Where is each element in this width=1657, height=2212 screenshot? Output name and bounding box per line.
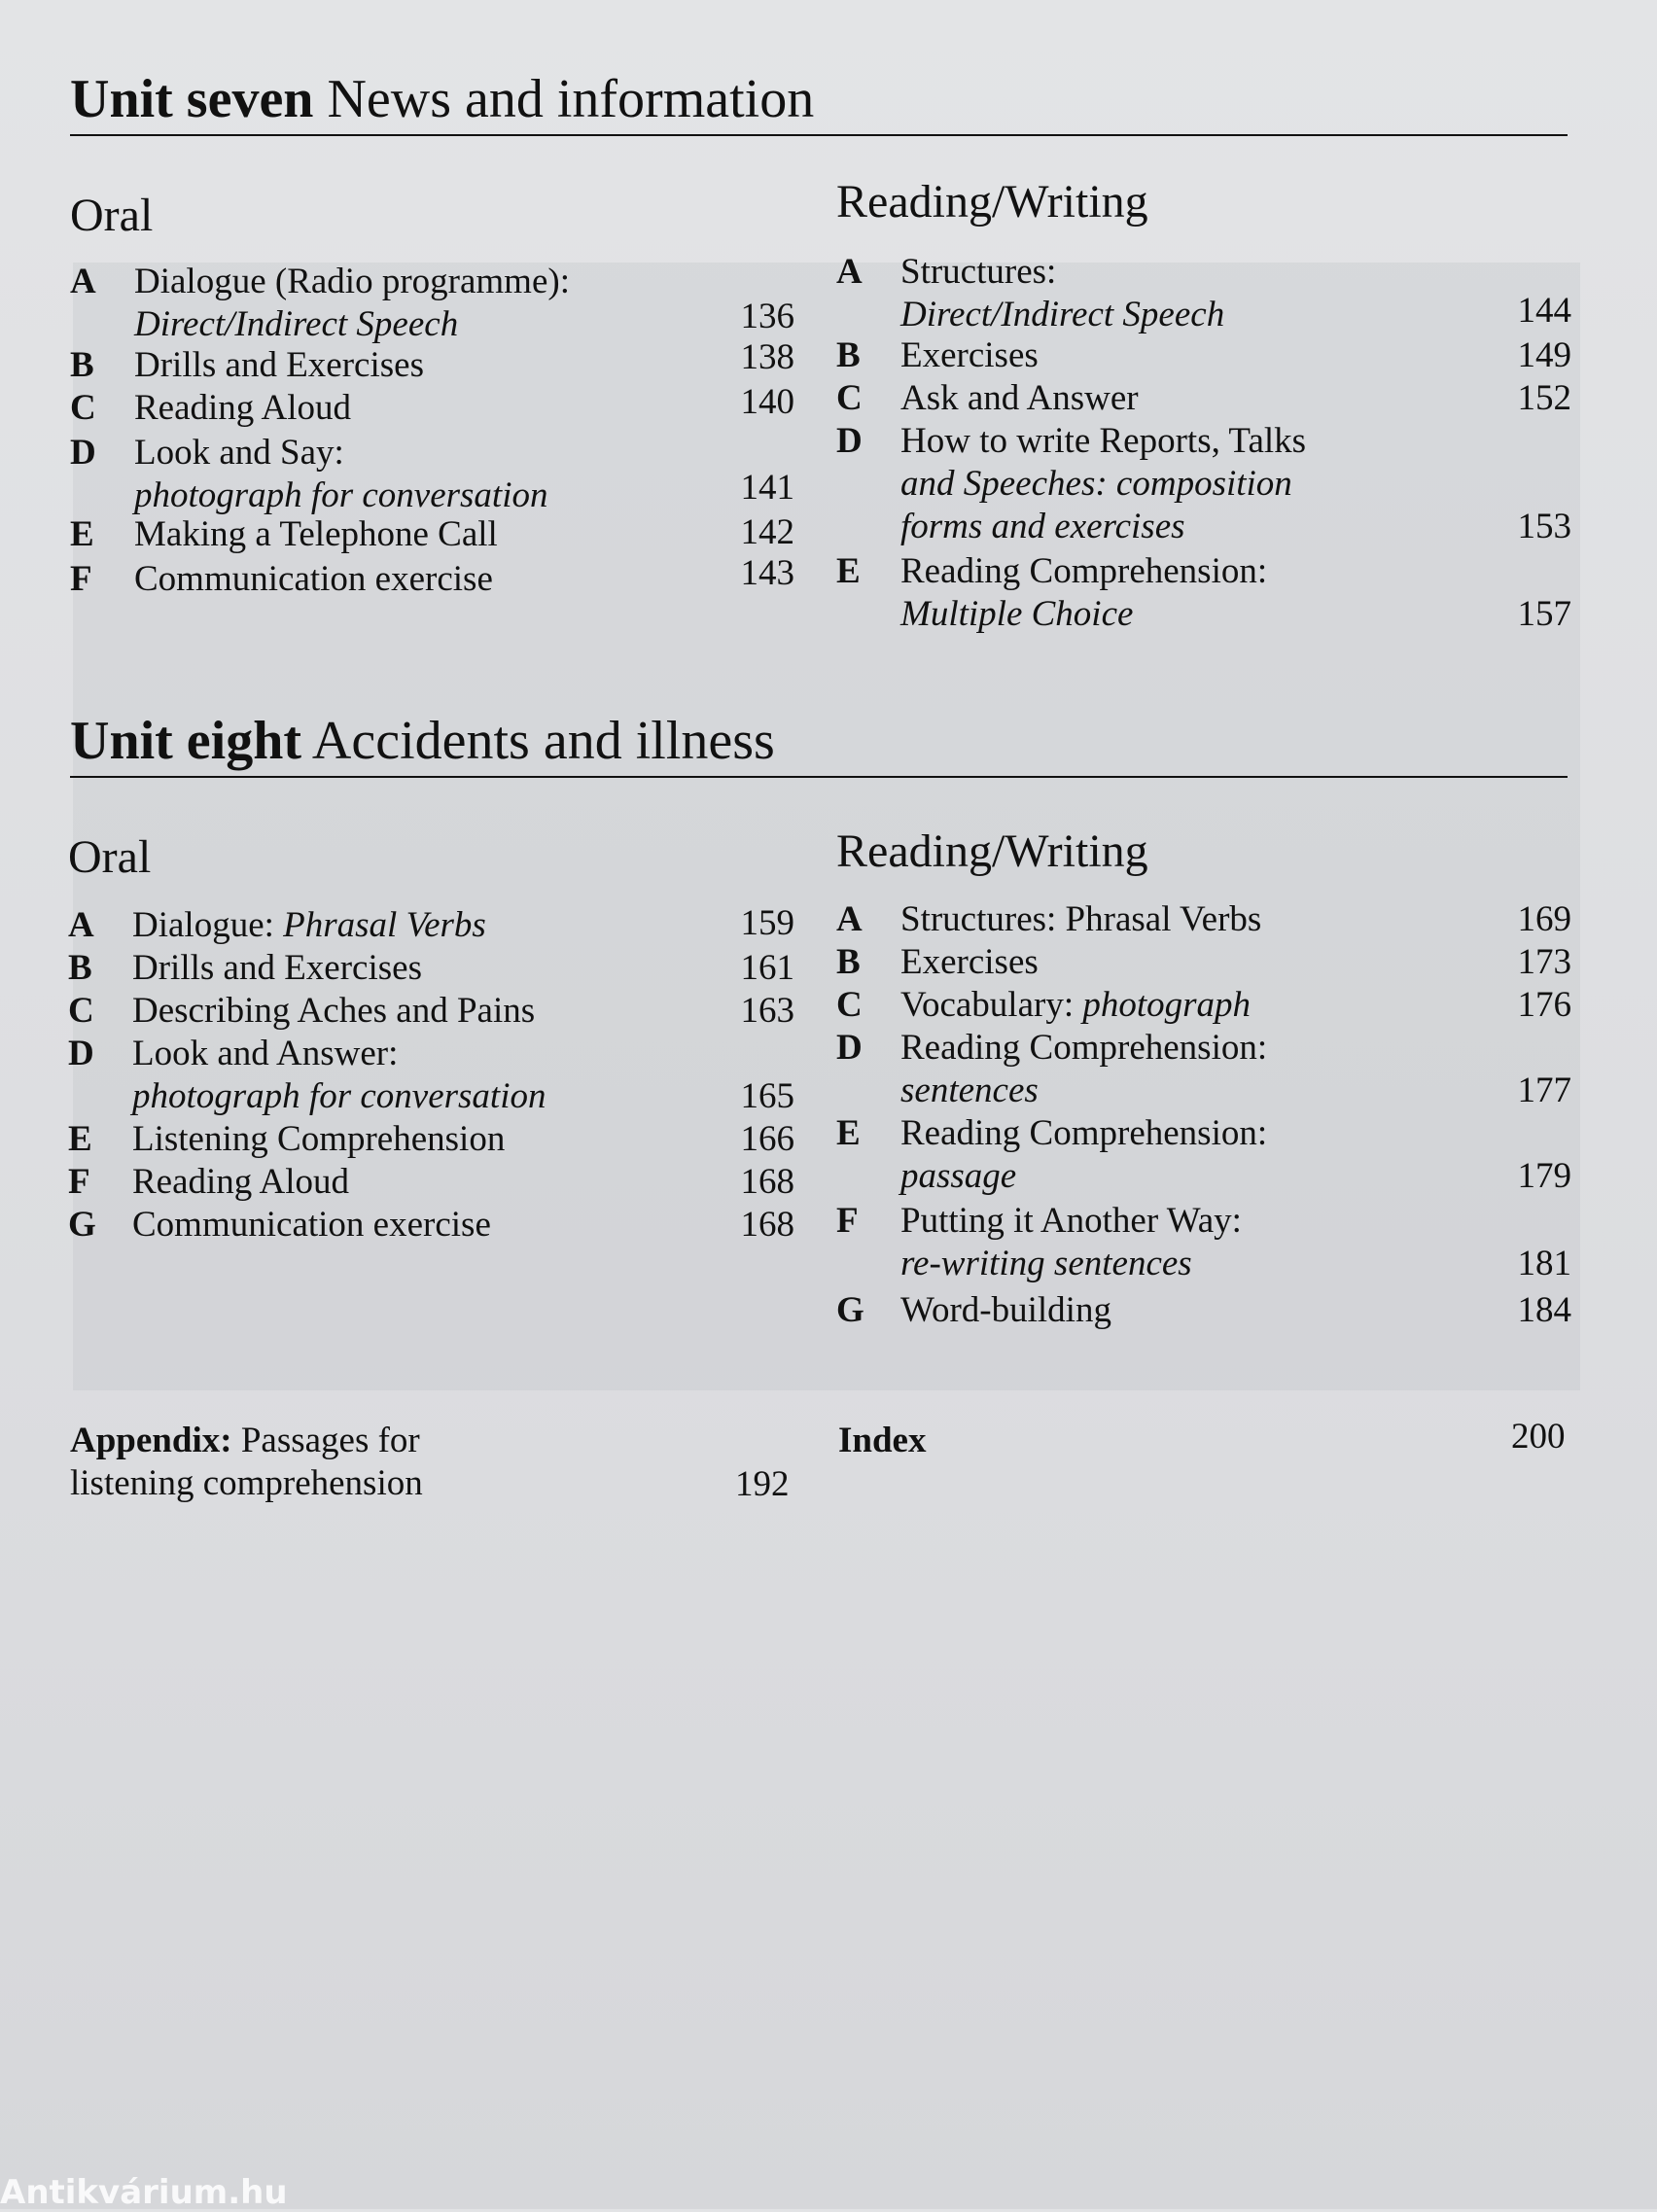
entry-letter: E [68, 1119, 92, 1159]
toc-entry[interactable] [836, 1112, 1571, 1200]
entry-title: Word-building [900, 1290, 1111, 1330]
entry-letter: D [70, 433, 96, 473]
watermark: Antikvárium.hu [0, 2173, 288, 2212]
unit-eight-heading [70, 710, 1568, 778]
entry-page-number: 136 [740, 297, 794, 336]
entry-letter: E [836, 551, 861, 591]
unit-seven-heading [70, 68, 1568, 136]
title-italic: photograph [1082, 985, 1252, 1025]
entry-page-number: 159 [740, 903, 794, 943]
subtitle-italic: composition [1115, 464, 1292, 504]
entry-page-number: 161 [740, 948, 794, 988]
entry-page-number: 168 [740, 1205, 794, 1245]
toc-entry[interactable] [836, 334, 1571, 377]
toc-entry[interactable] [836, 1200, 1571, 1287]
entry-title: Reading Aloud [132, 1162, 350, 1202]
entry-page-number: 138 [740, 337, 794, 377]
entry-page-number: 142 [740, 512, 794, 552]
title-italic: Phrasal Verbs [283, 905, 486, 945]
toc-entry[interactable] [70, 553, 794, 601]
oral-heading: Oral [70, 190, 154, 241]
entry-letter: E [70, 514, 94, 554]
toc-entry[interactable] [836, 1027, 1571, 1114]
entry-page-number: 144 [1517, 291, 1571, 331]
entry-letter: B [68, 948, 92, 988]
reading-writing-heading: Reading/Writing [836, 176, 1148, 228]
entry-letter: C [836, 985, 863, 1025]
entry-page-number: 143 [740, 553, 794, 593]
toc-entry[interactable] [70, 382, 794, 430]
entry-page-number: 140 [740, 382, 794, 422]
entry-page-number: 141 [740, 468, 794, 508]
toc-entry[interactable] [836, 984, 1571, 1027]
entry-letter: F [70, 559, 92, 599]
entry-subtitle: Direct/Indirect Speech [900, 295, 1225, 334]
entry-subtitle: photograph for conversation [134, 475, 548, 515]
entry-title: Drills and Exercises [132, 948, 422, 988]
entry-title: Exercises [900, 942, 1039, 982]
entry-page-number: 149 [1517, 335, 1571, 375]
entry-page-number: 165 [740, 1076, 794, 1116]
entry-title: Putting it Another Way: [900, 1201, 1242, 1241]
entry-letter: B [836, 335, 861, 375]
appendix-page-number: 192 [735, 1464, 790, 1504]
toc-entry[interactable] [68, 1118, 794, 1161]
entry-page-number: 184 [1517, 1290, 1571, 1330]
entry-letter: C [836, 378, 863, 418]
entry-letter: A [70, 262, 96, 301]
entry-title [900, 984, 1251, 1027]
title-plain: Vocabulary: [900, 985, 1083, 1025]
toc-entry[interactable] [68, 947, 794, 990]
unit-number: Unit seven [70, 69, 314, 129]
entry-subtitle: passage [900, 1156, 1017, 1196]
entry-page-number: 179 [1517, 1156, 1571, 1196]
entry-title: Reading Comprehension: [900, 1028, 1268, 1068]
toc-entry[interactable] [836, 898, 1571, 941]
toc-entry[interactable] [70, 337, 794, 387]
index-entry[interactable]: Index [838, 1421, 927, 1460]
entry-page-number: 177 [1517, 1071, 1571, 1110]
toc-entry[interactable] [68, 1033, 794, 1120]
toc-entry[interactable] [836, 377, 1571, 420]
entry-letter: F [836, 1201, 859, 1241]
toc-entry[interactable] [836, 1289, 1571, 1332]
toc-entry[interactable] [70, 432, 794, 519]
entry-subtitle: sentences [900, 1071, 1039, 1110]
entry-title: Describing Aches and Pains [132, 991, 536, 1031]
subtitle-plain: and Speeches: [900, 464, 1116, 504]
entry-title: Communication exercise [134, 559, 493, 599]
unit-title: Accidents and illness [311, 711, 775, 771]
entry-subtitle [900, 463, 1292, 506]
entry-title: Structures: Phrasal Verbs [900, 899, 1262, 939]
entry-title: Reading Aloud [134, 388, 352, 428]
toc-entry[interactable] [836, 941, 1571, 984]
entry-page-number: 169 [1517, 899, 1571, 939]
entry-subtitle: re-writing sentences [900, 1244, 1192, 1283]
entry-letter: C [70, 388, 96, 428]
entry-title: Dialogue (Radio programme): [134, 262, 570, 301]
appendix-title-line1: Passages for [231, 1421, 420, 1460]
entry-page-number: 153 [1517, 507, 1571, 546]
toc-entry[interactable] [836, 550, 1571, 638]
entry-title: Look and Answer: [132, 1034, 399, 1073]
entry-subtitle: Multiple Choice [900, 594, 1134, 634]
entry-letter: G [68, 1205, 96, 1245]
entry-letter: A [836, 899, 863, 939]
toc-entry[interactable] [836, 251, 1571, 338]
toc-entry[interactable] [836, 420, 1571, 550]
oral-heading: Oral [68, 831, 152, 883]
entry-letter: D [836, 421, 863, 461]
entry-letter: A [836, 252, 863, 292]
entry-letter: G [836, 1290, 864, 1330]
entry-title [132, 904, 486, 947]
entry-page-number: 173 [1517, 942, 1571, 982]
entry-title: Reading Comprehension: [900, 1113, 1268, 1153]
entry-page-number: 157 [1517, 594, 1571, 634]
entry-title: Drills and Exercises [134, 345, 424, 385]
unit-number: Unit eight [70, 711, 301, 771]
entry-page-number: 152 [1517, 378, 1571, 418]
entry-page-number: 166 [740, 1119, 794, 1159]
appendix-entry[interactable] [70, 1420, 420, 1462]
toc-entry[interactable] [68, 990, 794, 1033]
entry-title: Exercises [900, 335, 1039, 375]
reading-writing-heading: Reading/Writing [836, 825, 1148, 877]
entry-page-number: 176 [1517, 985, 1571, 1025]
toc-entry[interactable] [70, 513, 794, 556]
entry-subtitle-line2: forms and exercises [900, 507, 1185, 546]
entry-letter: A [68, 905, 94, 945]
entry-title: How to write Reports, Talks [900, 421, 1307, 461]
toc-entry[interactable] [68, 1204, 794, 1246]
entry-letter: C [68, 991, 94, 1031]
entry-letter: E [836, 1113, 861, 1153]
unit-title: News and information [327, 69, 815, 129]
index-page-number: 200 [1511, 1417, 1566, 1457]
entry-title: Reading Comprehension: [900, 551, 1268, 591]
entry-letter: D [836, 1028, 863, 1068]
toc-entry[interactable] [70, 261, 794, 348]
entry-page-number: 181 [1517, 1244, 1571, 1283]
entry-title: Structures: [900, 252, 1057, 292]
entry-letter: B [70, 345, 94, 385]
entry-letter: F [68, 1162, 90, 1202]
entry-letter: B [836, 942, 861, 982]
appendix-label: Appendix: [70, 1421, 232, 1460]
toc-entry[interactable] [68, 904, 794, 947]
entry-subtitle: Direct/Indirect Speech [134, 304, 459, 344]
appendix-title-line2: listening comprehension [70, 1463, 423, 1503]
entry-page-number: 163 [740, 991, 794, 1031]
entry-page-number: 168 [740, 1162, 794, 1202]
toc-entry[interactable] [68, 1161, 794, 1204]
entry-title: Ask and Answer [900, 378, 1139, 418]
title-plain: Dialogue: [132, 905, 284, 945]
entry-title: Listening Comprehension [132, 1119, 506, 1159]
entry-title: Look and Say: [134, 433, 344, 473]
entry-title: Communication exercise [132, 1205, 491, 1245]
entry-subtitle: photograph for conversation [132, 1076, 546, 1116]
entry-title: Making a Telephone Call [134, 514, 498, 554]
entry-letter: D [68, 1034, 94, 1073]
